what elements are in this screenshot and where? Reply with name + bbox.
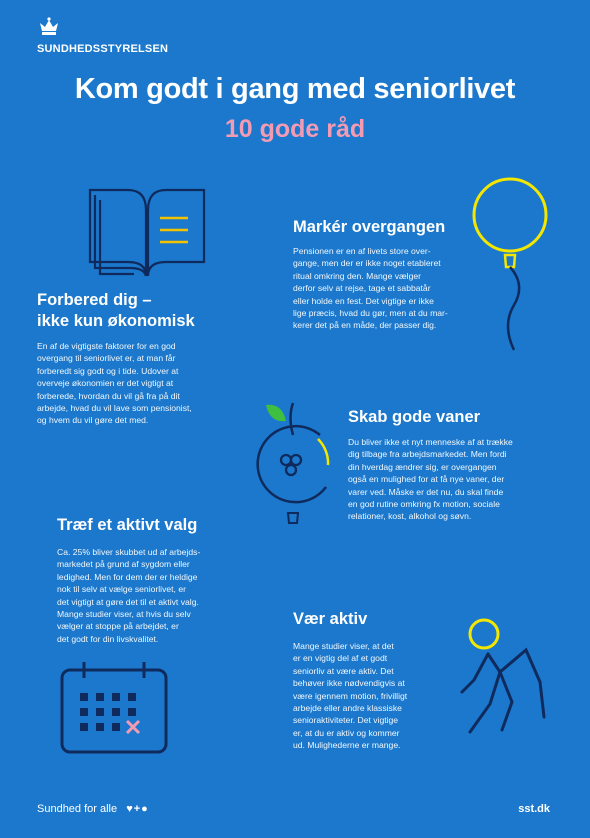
section-body-aktiv	[293, 640, 407, 752]
body-line: En af de vigtigste faktorer for en god	[37, 341, 176, 351]
heading-line: Træf et aktivt valg	[57, 516, 198, 534]
section-body-vaner	[348, 436, 513, 523]
body-line: behøver ikke nødvendigvis at	[293, 678, 405, 689]
body-line: ledighed. Men for dem der er heldige	[57, 571, 198, 582]
tagline-text: Sundhed for alle	[37, 803, 118, 815]
body-line: overveje økonomien er det vigtigt at	[37, 378, 174, 389]
apple-icon	[248, 395, 338, 525]
walking-person-icon	[460, 612, 555, 742]
body-line: kerer det på en måde, der passer dig.	[293, 320, 437, 331]
body-line: arbejde eller andre klassiske	[293, 703, 402, 714]
org-logo-text: SUNDHEDSSTYRELSEN	[37, 43, 169, 55]
section-heading-valg	[57, 515, 197, 536]
body-line: Du bliver ikke et nyt menneske af at trække	[348, 437, 513, 447]
body-line: være igennem motion, frivilligt	[293, 690, 408, 701]
footer-url[interactable]: sst.dk	[518, 803, 550, 815]
body-line: ud. Mulighederne er mange.	[293, 740, 401, 751]
section-body-marker	[293, 245, 448, 332]
body-line: også en mulighed for at få nye vaner, der	[348, 474, 505, 485]
balloon-icon	[468, 175, 553, 355]
body-line: seniorliv at være aktiv. Det	[293, 665, 394, 676]
body-line: arbejde, hvad du vil lave som pensionist,	[37, 403, 192, 414]
body-line: senioraktiviteter. Det vigtige	[293, 715, 399, 726]
section-heading-forbered	[37, 290, 195, 332]
calendar-icon	[60, 660, 170, 755]
body-line: og hvem du vil gøre det med.	[37, 415, 149, 426]
body-line: Mange studier viser, at det	[293, 641, 394, 651]
page-subtitle: 10 gode råd	[224, 115, 366, 143]
body-line: en god rutine omkring fx motion, sociale	[348, 499, 500, 510]
section-heading-vaner	[348, 407, 480, 428]
crown-icon	[36, 17, 62, 41]
tagline-symbols: ♥+●	[126, 803, 149, 815]
body-line: dig tilbage fra arbejdsmarkedet. Men fordi	[348, 449, 507, 460]
body-line: det godt for din livskvalitet.	[57, 633, 159, 644]
book-icon	[88, 188, 208, 283]
body-line: relationer, kost, alkohol og søvn.	[348, 511, 472, 522]
body-line: nok til selv at vælge seniorlivet, er	[57, 584, 186, 595]
body-line: overgang til seniorlivet er, at man får	[37, 353, 176, 364]
body-line: ritual omkring den. Mange vælger	[293, 270, 422, 281]
heading-line: Markér overgangen	[293, 218, 446, 236]
section-body-forbered	[37, 340, 192, 427]
body-line: lige præcis, hvad du gør, men at du mar-	[293, 308, 448, 319]
body-line: Pensionen er en af livets store over-	[293, 246, 431, 256]
footer-tagline	[37, 803, 149, 815]
body-line: markedet på grund af sygdom eller	[57, 559, 190, 570]
page-title: Kom godt i gang med seniorlivet	[74, 73, 516, 105]
body-line: derfor selv at rejse, tage et sabbatår	[293, 283, 431, 294]
section-body-valg	[57, 546, 200, 645]
section-heading-aktiv	[293, 609, 367, 630]
body-line: det vigtigt at gøre det til et aktivt valg.	[57, 596, 199, 607]
heading-line: Skab gode vaner	[348, 408, 481, 426]
body-line: eller holde en fest. Det vigtige er ikke	[293, 295, 434, 306]
body-line: din hverdag ændrer sig, er overgangen	[348, 461, 497, 472]
body-line: er, at du er aktiv og kommer	[293, 727, 400, 738]
body-line: er en vigtig del af et godt	[293, 653, 388, 664]
heading-line: Vær aktiv	[293, 610, 368, 628]
body-line: vælger at stoppe på arbejdet, er	[57, 621, 179, 632]
heading-line: Forbered dig –	[37, 291, 152, 309]
body-line: forberedt sig godt og i tide. Udover at	[37, 365, 179, 376]
section-heading-marker	[293, 217, 445, 238]
heading-line: ikke kun økonomisk	[37, 312, 195, 330]
body-line: Ca. 25% bliver skubbet ud af arbejds-	[57, 547, 201, 557]
body-line: varer ved. Måske er det nu, du skal finde	[348, 486, 504, 497]
body-line: gange, men der er ikke noget etableret	[293, 258, 441, 269]
body-line: forberede, hvordan du vil gå fra på dit	[37, 390, 180, 401]
body-line: Mange studier viser, at hvis du selv	[57, 609, 191, 620]
